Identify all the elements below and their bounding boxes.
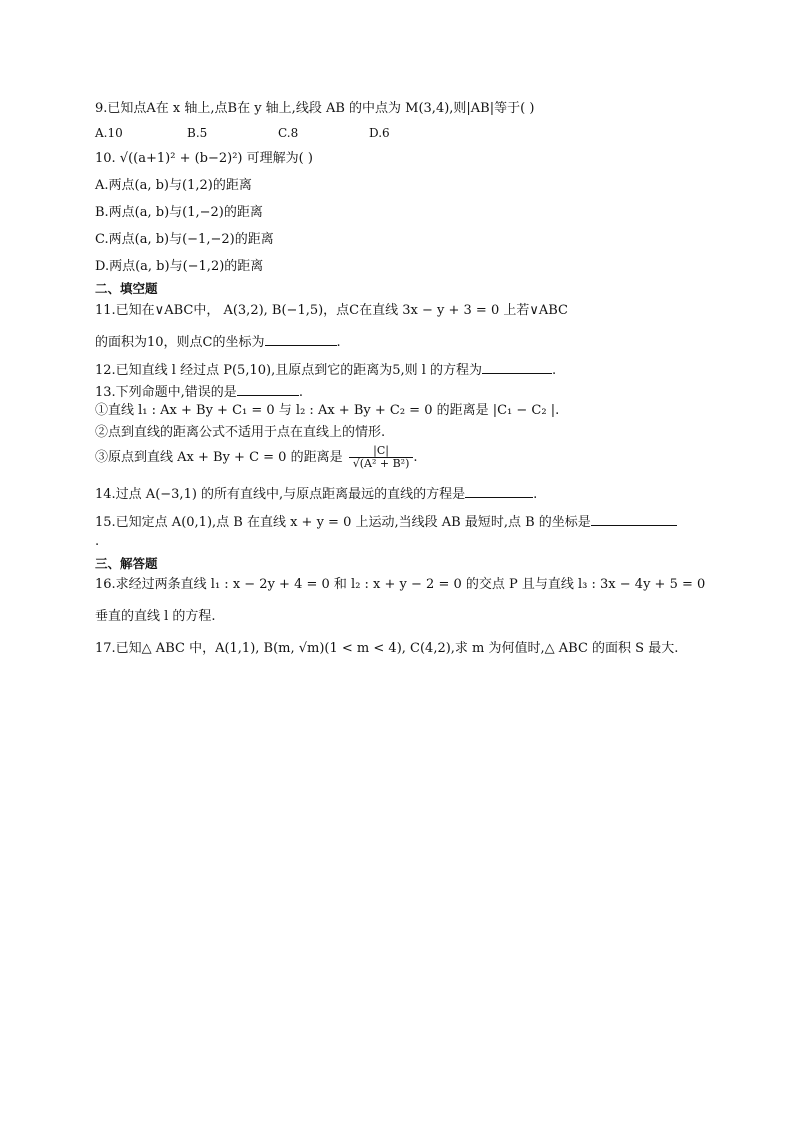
question-13-stem bbox=[95, 383, 303, 402]
q12-text: 12.已知直线 l 经过点 P(5,10),且原点到它的距离为5,则 l 的方程为 bbox=[95, 363, 483, 378]
q13-item-3-text: ③原点到直线 Ax + By + C = 0 的距离是 bbox=[95, 450, 343, 465]
q10-option-d: D.两点(a, b)与(−1,2)的距离 bbox=[95, 259, 264, 274]
section-answer-heading: 三、解答题 bbox=[95, 556, 158, 571]
answer-blank bbox=[465, 485, 533, 498]
q9-option-b: B.5 bbox=[187, 126, 208, 140]
q10-option-b: B.两点(a, b)与(1,−2)的距离 bbox=[95, 205, 263, 220]
answer-blank bbox=[482, 361, 552, 374]
q10-option-c: C.两点(a, b)与(−1,−2)的距离 bbox=[95, 232, 274, 247]
q12-period: . bbox=[552, 363, 557, 378]
q13-period: . bbox=[298, 385, 303, 400]
q11-period: . bbox=[336, 335, 341, 350]
q13-item-3-period: . bbox=[413, 450, 418, 465]
section-fill-in-heading: 二、填空题 bbox=[95, 281, 158, 296]
q10-option-a: A.两点(a, b)与(1,2)的距离 bbox=[95, 178, 252, 193]
question-9-stem: 9.已知点A在 x 轴上,点B在 y 轴上,线段 AB 的中点为 M(3,4),则|AB|等于( ) bbox=[95, 101, 535, 116]
q9-option-d: D.6 bbox=[369, 126, 390, 140]
q13-text: 13.下列命题中,错误的是 bbox=[95, 385, 237, 400]
q9-option-a: A.10 bbox=[95, 126, 123, 140]
q9-option-c: C.8 bbox=[278, 126, 299, 140]
question-17: 17.已知△ ABC 中，A(1,1), B(m, √m)(1 < m < 4), C(4,2),求 m 为何值时,△ ABC 的面积 S 最大. bbox=[95, 641, 679, 656]
question-11-line2 bbox=[95, 333, 341, 352]
distance-fraction bbox=[349, 445, 414, 470]
question-14 bbox=[95, 485, 537, 504]
q14-period: . bbox=[533, 487, 538, 502]
question-16-line1: 16.求经过两条直线 l₁ : x − 2y + 4 = 0 和 l₂ : x + y − 2 = 0 的交点 P 且与直线 l₃ : 3x − 4y + 5 = 0 bbox=[95, 577, 706, 592]
q15-trailing-period: . bbox=[95, 534, 100, 549]
q13-item-1: ①直线 l₁ : Ax + By + C₁ = 0 与 l₂ : Ax + By + C₂ = 0 的距离是 |C₁ − C₂ |. bbox=[95, 403, 560, 418]
question-16-line2: 垂直的直线 l 的方程. bbox=[95, 609, 216, 624]
q15-text: 15.已知定点 A(0,1),点 B 在直线 x + y = 0 上运动,当线段 AB 最短时,点 B 的坐标是 bbox=[95, 515, 591, 530]
fraction-numerator: |C| bbox=[349, 445, 414, 458]
fraction-denominator: √(A² + B²) bbox=[352, 457, 410, 470]
q13-item-2: ②点到直线的距离公式不适用于点在直线上的情形. bbox=[95, 425, 386, 440]
answer-blank bbox=[237, 383, 299, 396]
q13-item-3 bbox=[95, 445, 418, 471]
question-10-stem: 10. √((a+1)² + (b−2)²) 可理解为( ) bbox=[95, 151, 313, 166]
answer-blank bbox=[265, 333, 337, 346]
answer-blank bbox=[591, 513, 677, 526]
question-15 bbox=[95, 513, 677, 532]
question-12 bbox=[95, 361, 556, 380]
question-11-line1: 11.已知在∨ABC中， A(3,2), B(−1,5)，点C在直线 3x − y + 3 = 0 上若∨ABC bbox=[95, 303, 569, 318]
q14-text: 14.过点 A(−3,1) 的所有直线中,与原点距离最远的直线的方程是 bbox=[95, 487, 466, 502]
q11-text: 的面积为10，则点C的坐标为 bbox=[95, 335, 265, 350]
